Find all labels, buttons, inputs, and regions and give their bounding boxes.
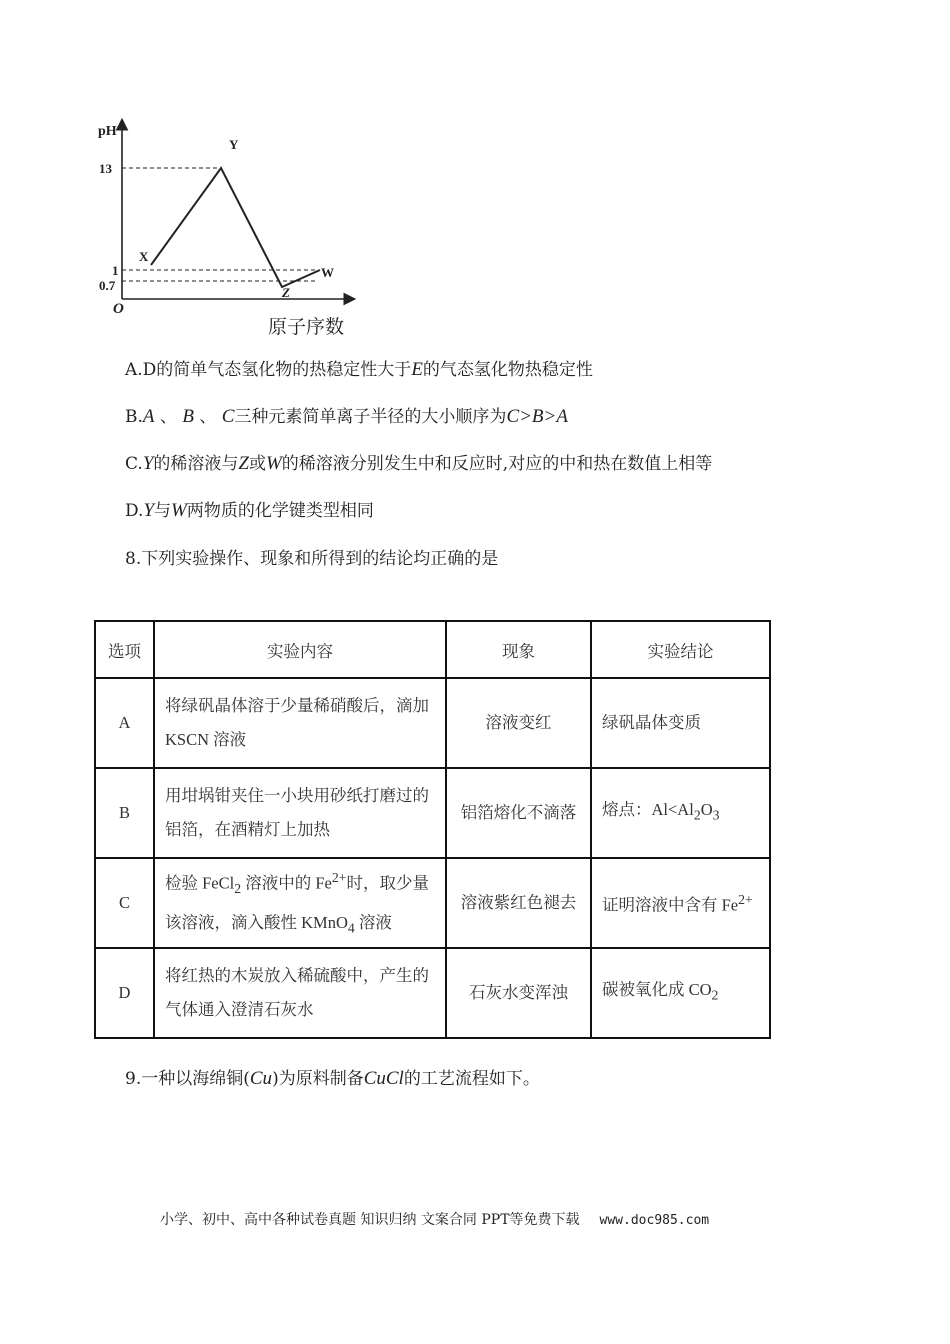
y-axis-label: pH	[98, 124, 117, 139]
row-option: A	[95, 678, 154, 768]
question-9: 9.一种以海绵铜(Cu)为原料制备CuCl的工艺流程如下。	[125, 1068, 540, 1089]
point-label-x: X	[139, 249, 149, 264]
tick-label-0.7: 0.7	[99, 278, 116, 293]
series-line	[151, 168, 320, 287]
header-conclusion: 实验结论	[591, 621, 770, 678]
ph-chart	[95, 115, 360, 345]
point-label-z: Z	[282, 285, 290, 300]
option-b: B.A 、 B 、 C三种元素简单离子半径的大小顺序为C>B>A	[125, 406, 568, 427]
table-row	[95, 948, 770, 1038]
footer-url[interactable]: www.doc985.com	[599, 1213, 710, 1228]
row-option: C	[95, 858, 154, 948]
header-phenomenon: 现象	[446, 621, 591, 678]
row-conclusion: 碳被氧化成 $CO_2$	[591, 948, 770, 1038]
row-option: D	[95, 948, 154, 1038]
footer-text: 小学、初中、高中各种试卷真题 知识归纳 文案合同 PPT等免费下载	[160, 1212, 580, 1228]
row-conclusion: 熔点：$Al<Al_2O_3$	[591, 768, 770, 858]
tick-label-13: 13	[99, 161, 112, 176]
option-d: D.Y与W两物质的化学键类型相同	[125, 500, 374, 521]
page-footer	[160, 1209, 709, 1229]
row-content: 用坩埚钳夹住一小块用砂纸打磨过的铝箔，在酒精灯上加热	[154, 768, 446, 858]
row-phenomenon: 石灰水变浑浊	[446, 948, 591, 1038]
point-label-w: W	[321, 265, 334, 280]
row-phenomenon: 溶液变红	[446, 678, 591, 768]
question-8: 8.下列实验操作、现象和所得到的结论均正确的是	[125, 549, 499, 569]
table-row	[95, 768, 770, 858]
row-content: 将绿矾晶体溶于少量稀硝酸后，滴加 KSCN 溶液	[154, 678, 446, 768]
header-content: 实验内容	[154, 621, 446, 678]
origin-label: O	[113, 301, 124, 317]
header-option: 选项	[95, 621, 154, 678]
point-label-y: Y	[229, 137, 239, 152]
tick-label-1: 1	[112, 263, 119, 278]
table-row	[95, 858, 770, 948]
table-header-row	[95, 621, 770, 678]
row-content: 检验 FeCl$_2$ 溶液中的 $Fe^{2+}$时，取少量该溶液，滴入酸性 KMnO$_4$ 溶液	[154, 858, 446, 948]
row-phenomenon: 溶液紫红色褪去	[446, 858, 591, 948]
option-a: A.D的简单气态氢化物的热稳定性大于E的气态氢化物热稳定性	[125, 359, 593, 380]
row-conclusion: 绿矾晶体变质	[591, 678, 770, 768]
row-content: 将红热的木炭放入稀硫酸中，产生的气体通入澄清石灰水	[154, 948, 446, 1038]
x-axis-label: 原子序数	[268, 317, 345, 338]
table-row	[95, 678, 770, 768]
row-phenomenon: 铝箔熔化不滴落	[446, 768, 591, 858]
row-conclusion: 证明溶液中含有 $Fe^{2+}$	[591, 858, 770, 948]
row-option: B	[95, 768, 154, 858]
experiment-table	[94, 620, 771, 1039]
option-c: C.Y的稀溶液与Z或W的稀溶液分别发生中和反应时,对应的中和热在数值上相等	[125, 453, 713, 474]
